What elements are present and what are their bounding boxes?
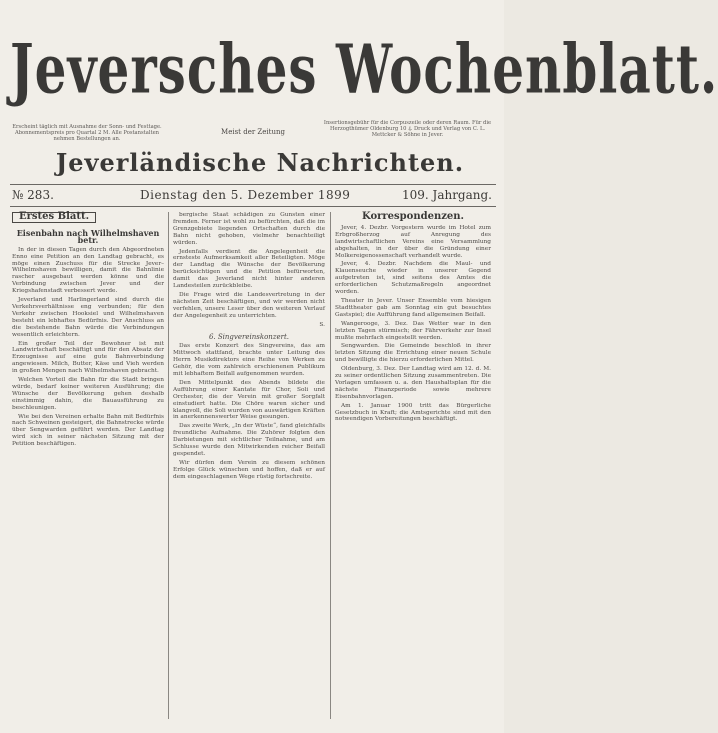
paragraph: Welchen Vorteil die Bahn für die Stadt bringen würde, bedarf keiner weiteren Ausführung; die Wünsche der Bevölkerung gehen deshalb einstimmig dahin, die Bauausführung zu beschleunigen. [12,377,164,411]
imprint-right: Insertionsgebühr für die Corpuszeile oder deren Raum. Für die Herzogthümer Oldenburg 10 ₰. Druck und Verlag von C. L. Mettcker & Söhne in Jever. [323,120,492,139]
paragraph: Wangerooge, 3. Dez. Das Wetter war in den letzten Tagen stürmisch; der Fährverkehr zur Insel mußte mehrfach eingestellt werden. [335,320,491,341]
paragraph: Den Mittelpunkt des Abends bildete die Aufführung einer Kantate für Chor, Soli und Orchester, die der Verein mit großer Sorgfalt einstudiert hatte. Die Chöre waren sicher und klangvoll, die Soli wurden von auswärtigen Kräften in anerkennenswerter Weise gesungen. [173,379,325,421]
subtitle: Jeverländische Nachrichten. [55,148,465,177]
section-box-heading: Erstes Blatt. [12,212,96,223]
masthead-title: Jeversches Wochenblatt. [10,29,718,109]
issue-number: № 283. [12,188,54,202]
imprint-center: Meist der Zeitung [221,128,285,136]
paragraph: In der in diesen Tagen durch den Abgeordneten Enno eine Petition an den Landtag gebracht, es möge einen Zuschuss für die Strecke Jever–Wilhelmshaven bewilligen, damit die Bahnlinie rascher ausgebaut werden könne und die Verbindung zwischen Jever und der Kriegshafenstadt verbessert werde. [12,246,164,295]
imprint-left: Erscheint täglich mit Ausnahme der Sonn- und Festtage. Abonnementspreis pro Quartal 2 M. Alle Postanstalten nehmen Bestellungen an. [12,124,162,143]
concert-heading: 6. Singvereinskonzert. [208,332,290,341]
correspondence-heading: Korrespondenzen. [361,211,465,222]
bottom-rule [10,206,496,207]
column-divider-1 [168,212,169,719]
column-3 [335,212,491,721]
paragraph: Am 1. Januar 1900 tritt das Bürgerliche Gesetzbuch in Kraft; die Amtsgerichte sind mit den notwendigen Vorbereitungen beschäftigt. [335,402,491,423]
paragraph: Sengwarden. Die Gemeinde beschloß in ihrer letzten Sitzung die Errichtung einer neuen Schule und bewilligte die hierzu erforderlichen Mittel. [335,343,491,364]
paragraph: Jeverland und Harlingerland sind durch die Verkehrsverhältnisse eng verbunden; für den Verkehr zwischen Hooksiel und Wilhelmshaven besteht ein lebhaftes Bedürfnis. Der Anschluss an die bestehende Bahn würde die Verbindungen wesentlich erleichtern. [12,297,164,338]
signature: S. [319,321,325,328]
paragraph: bergische Staat schädigen zu Gunsten einer fremden. Ferner ist wohl zu befürchten, daß die im Grenzgebiete liegenden Ortschaften durch die Bahn nicht gehoben, vielmehr benachteiligt würden. [173,212,325,246]
column-divider-2 [330,212,331,719]
issue-date: Dienstag den 5. Dezember 1899 [140,188,351,202]
top-rule [10,184,496,185]
dateline [12,188,492,204]
paragraph: Das zweite Werk, „In der Wüste“, fand gleichfalls freundliche Aufnahme. Die Zuhörer folgten den Darbietungen mit sichtlicher Teilnahme, und am Schlusse wurde den Mitwirkenden reicher Beifall gespendet. [173,423,325,457]
paragraph: Das erste Konzert des Singvereins, das am Mittwoch stattfand, brachte unter Leitung des Herrn Musikdirektors eine Reihe von Werken zu Gehör, die vom zahlreich erschienenen Publikum mit lebhaftem Beifall aufgenommen wurden. [173,343,325,378]
paragraph: Wie bei den Vereinen erhalte Bahn mit Bedürfnis nach Schweinen gesteigert, die Bahnstrecke würde über Sengwarden geführt werden. Der Landtag wird sich in seiner nächsten Sitzung mit der Petition beschäftigen. [12,413,164,448]
column-1 [12,212,164,721]
column-2 [173,212,325,721]
paragraph: Jever, 4. Dezbr. Nachdem die Maul- und Klauenseuche wieder in unserer Gegend aufgetreten ist, sind seitens des Amtes die erforderlichen Schutzmaßregeln angeordnet worden. [335,261,491,296]
paragraph: Oldenburg, 3. Dez. Der Landtag wird am 12. d. M. zu seiner ordentlichen Sitzung zusammentreten. Die Vorlagen umfassen u. a. den Haushaltsplan für die nächste Finanzperiode sowie mehrere Eisenbahnvorlagen. [335,366,491,400]
paragraph: Theater in Jever. Unser Ensemble vom hiesigen Stadttheater gab am Sonntag ein gut besuchtes Gastspiel; die Aufführung fand allgemeinen Beifall. [335,297,491,318]
paragraph: Jever, 4. Dezbr. Vorgestern wurde im Hotel zum Erbgroßherzog auf Anregung des landwirtschaftlichen Vereins eine Versammlung abgehalten, in der über die Gründung einer Molkereigenossenschaft verhandelt wurde. [335,224,491,259]
article-heading: Eisenbahn nach Wilhelmshaven betr. [16,227,160,245]
volume-year: 109. Jahrgang. [401,188,492,202]
paragraph: Die Frage wird die Landesvertretung in der nächsten Zeit beschäftigen, und wir werden nicht verfehlen, unsere Leser über den weiteren Verlauf der Angelegenheit zu unterrichten. [173,291,325,319]
paragraph: Jedenfalls verdient die Angelegenheit die ernsteste Aufmerksamkeit aller Beteiligten. Möge der Landtag die Wünsche der Bevölkerung berücksichtigen und die Petition befürworten, damit das Jeverland nicht hinter anderen Landesteilen zurückbleibe. [173,248,325,290]
paragraph: Ein großer Teil der Bewohner ist mit Landwirtschaft beschäftigt und für den Absatz der Erzeugnisse auf eine gute Bahnverbindung angewiesen. Milch, Butter, Käse und Vieh werden in großen Mengen nach Wilhelmshaven gebracht. [12,340,164,375]
paragraph: Wir dürfen dem Verein zu diesem schönen Erfolge Glück wünschen und hoffen, daß er auf dem eingeschlagenen Wege rüstig fortschreite. [173,459,325,480]
